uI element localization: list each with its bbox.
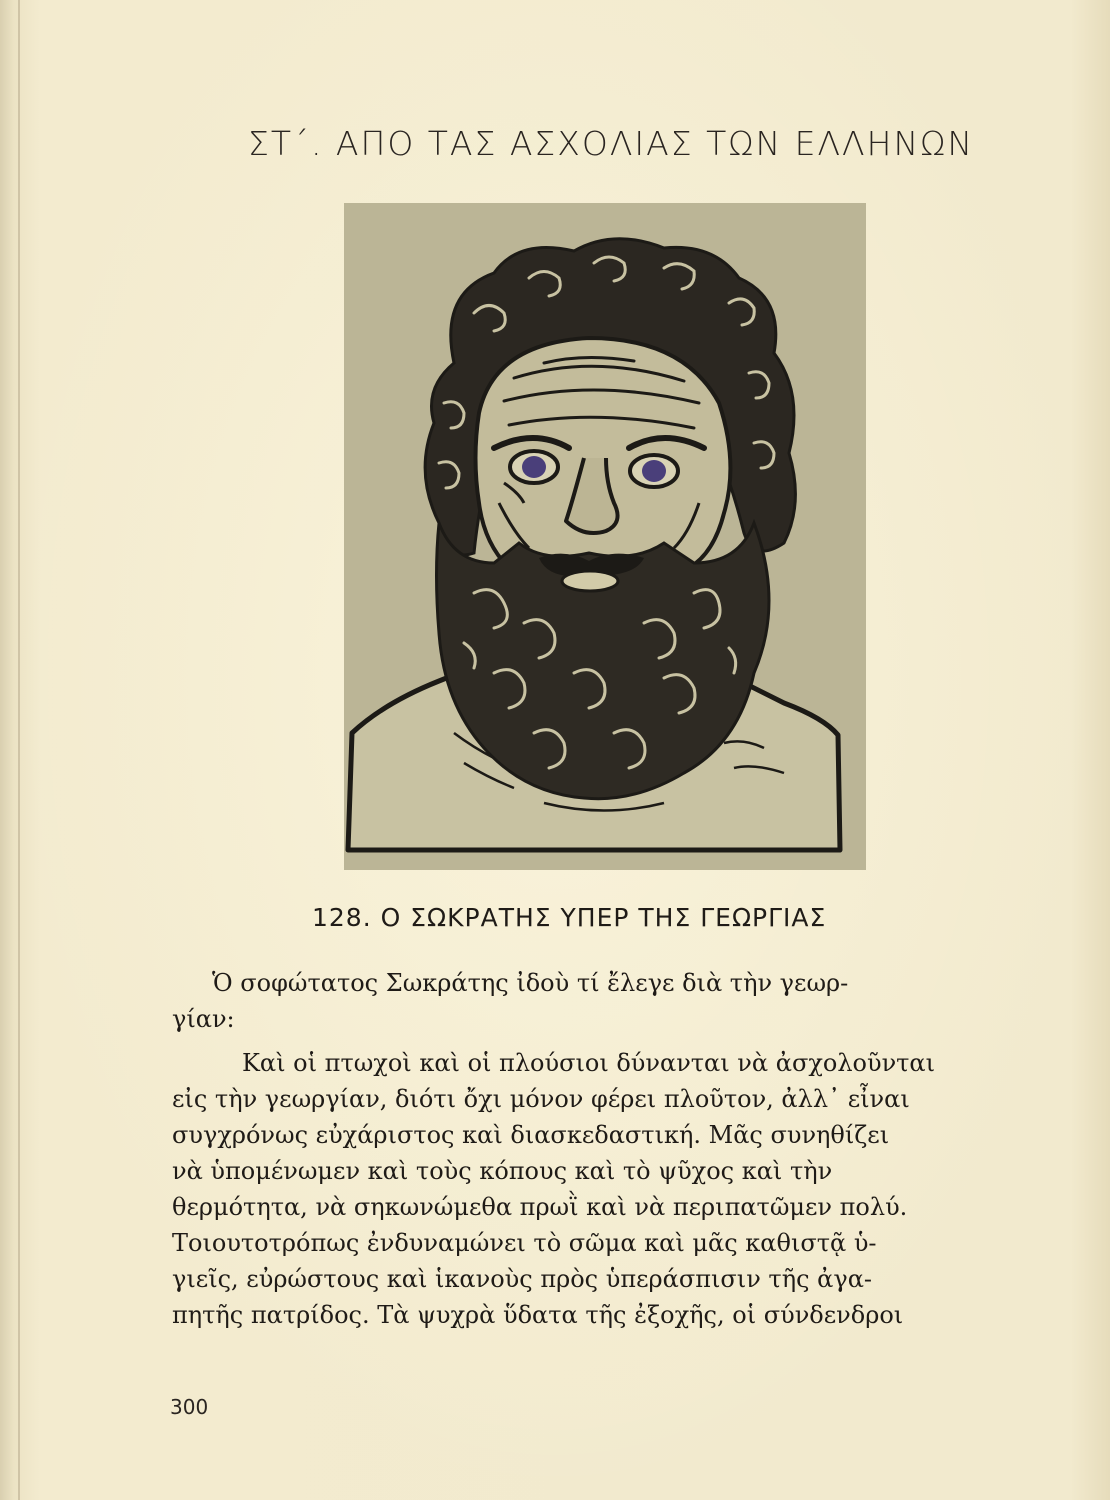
section-title: ΣΤ΄. ΑΠΟ ΤΑΣ ΑΣΧΟΛΙΑΣ ΤΩΝ ΕΛΛΗΝΩΝ [248,124,975,163]
text-line: πητῆς πατρίδος. Τὰ ψυχρὰ ὕδατα τῆς ἐξοχῆς, οἱ σύνδενδροι [172,1301,904,1329]
text-line: εἰς τὴν γεωργίαν, διότι ὄχι μόνον φέρει πλοῦτον, ἀλλ᾽ εἶναι [172,1085,910,1113]
body-text [172,967,1012,1331]
socrates-bust-illustration [344,203,866,870]
page-gutter [18,0,20,1500]
text-line: Τοιουτοτρόπως ἐνδυναμώνει τὸ σῶμα καὶ μᾶς καθιστᾷ ὑ- [172,1229,877,1257]
text-line: Καὶ οἱ πτωχοὶ καὶ οἱ πλούσιοι δύνανται νὰ ἀσχολοῦνται [242,1049,936,1077]
text-line: νὰ ὑπομένωμεν καὶ τοὺς κόπους καὶ τὸ ψῦχος καὶ τὴν [172,1157,833,1185]
text-line: θερμότητα, νὰ σηκωνώμεθα πρωῒ καὶ νὰ περιπατῶμεν πολύ. [172,1193,908,1221]
chapter-heading: 128. Ο ΣΩΚΡΑΤΗΣ ΥΠΕΡ ΤΗΣ ΓΕΩΡΓΙΑΣ [312,903,827,932]
text-line: συγχρόνως εὐχάριστος καὶ διασκεδαστική. Μᾶς συνηθίζει [172,1121,890,1149]
page-number: 300 [170,1395,209,1419]
text-line: Ὁ σοφώτατος Σωκράτης ἰδοὺ τί ἔλεγε διὰ τὴν γεωρ- [212,969,849,997]
text-line: γιεῖς, εὐρώστους καὶ ἱκανοὺς πρὸς ὑπεράσπισιν τῆς ἀγα- [172,1265,873,1293]
socrates-bust-woodcut [344,203,866,870]
text-line: γίαν: [172,1005,235,1033]
